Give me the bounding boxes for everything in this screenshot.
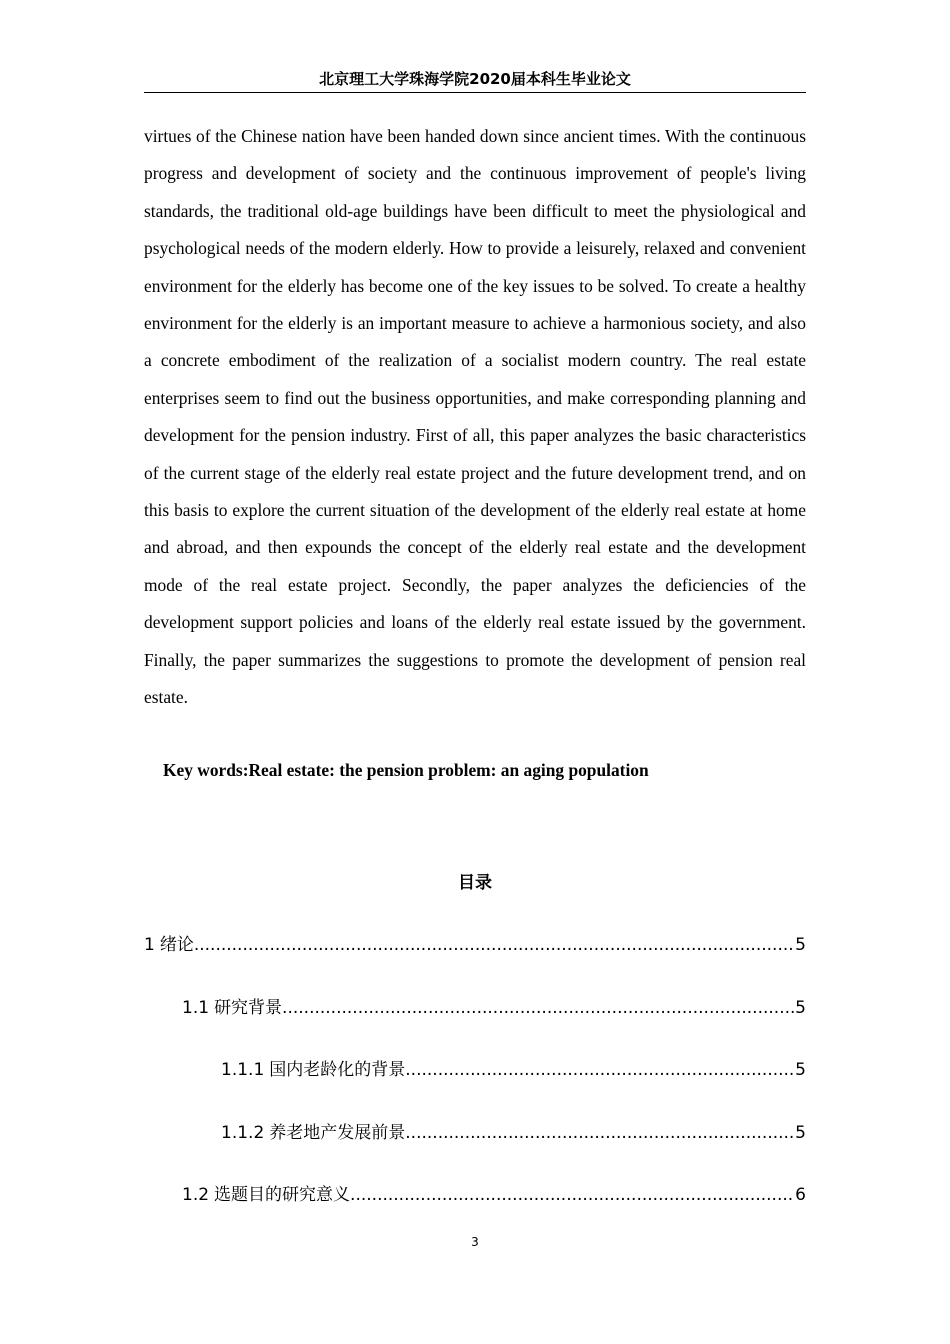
toc-entry[interactable] [221,1120,806,1146]
toc-entry-page: 6 [795,1185,806,1205]
toc-entry[interactable] [221,1057,806,1083]
toc-entry-page: 5 [795,935,806,955]
toc-entry-label: 养老地产发展前景 [269,1123,406,1143]
toc-entry[interactable] [182,1182,806,1208]
running-header: 北京理工大学珠海学院2020届本科生毕业论文 [144,66,806,93]
toc-entry-number: 1.1.1 [221,1060,265,1080]
toc-entry-number: 1.1.2 [221,1123,265,1143]
toc-leader-dots [405,1120,794,1146]
toc-entry-page: 5 [795,1060,806,1080]
keywords-line: Key words:Real estate: the pension problem: an aging population [163,760,649,780]
toc-entry-label: 绪论 [159,935,194,955]
toc-entry-page: 5 [795,1123,806,1143]
page-number: 3 [471,1235,479,1249]
toc-leader-dots [350,1182,794,1208]
toc-leader-dots [405,1057,794,1083]
toc-entry-label: 选题目的研究意义 [214,1185,351,1205]
abstract-paragraph: virtues of the Chinese nation have been handed down since ancient times. With the continuous progress and development of society and the continuous improvement of people's living standards, the traditional old-age buildings have been difficult to meet the physiological and psychological needs of the modern elderly. How to provide a leisurely, relaxed and convenient environment for the elderly has become one of the key issues to be solved. To create a healthy environment for the elderly is an important measure to achieve a harmonious society, and also a concrete embodiment of the realization of a socialist modern country. The real estate enterprises seem to find out the business opportunities, and make corresponding planning and development for the pension industry. First of all, this paper analyzes the basic characteristics of the current stage of the elderly real estate project and the future development trend, and on this basis to explore the current situation of the development of the elderly real estate at home and abroad, and then expounds the concept of the elderly real estate and the development mode of the real estate project. Secondly, the paper analyzes the deficiencies of the development support policies and loans of the elderly real estate issued by the government. Finally, the paper summarizes the suggestions to promote the development of pension real estate. [144,126,806,708]
toc-entry-number: 1 [144,935,155,955]
toc-leader-dots [282,995,794,1021]
toc-entry[interactable] [182,995,806,1021]
toc-leader-dots [194,932,794,958]
toc-entry-number: 1.1 [182,998,210,1018]
toc-entry-number: 1.2 [182,1185,210,1205]
toc-title: 目录 [458,873,492,893]
toc-entry-label: 国内老龄化的背景 [269,1060,406,1080]
toc-entry-page: 5 [795,998,806,1018]
toc-entry[interactable] [144,932,806,958]
toc-entry-label: 研究背景 [214,998,283,1018]
